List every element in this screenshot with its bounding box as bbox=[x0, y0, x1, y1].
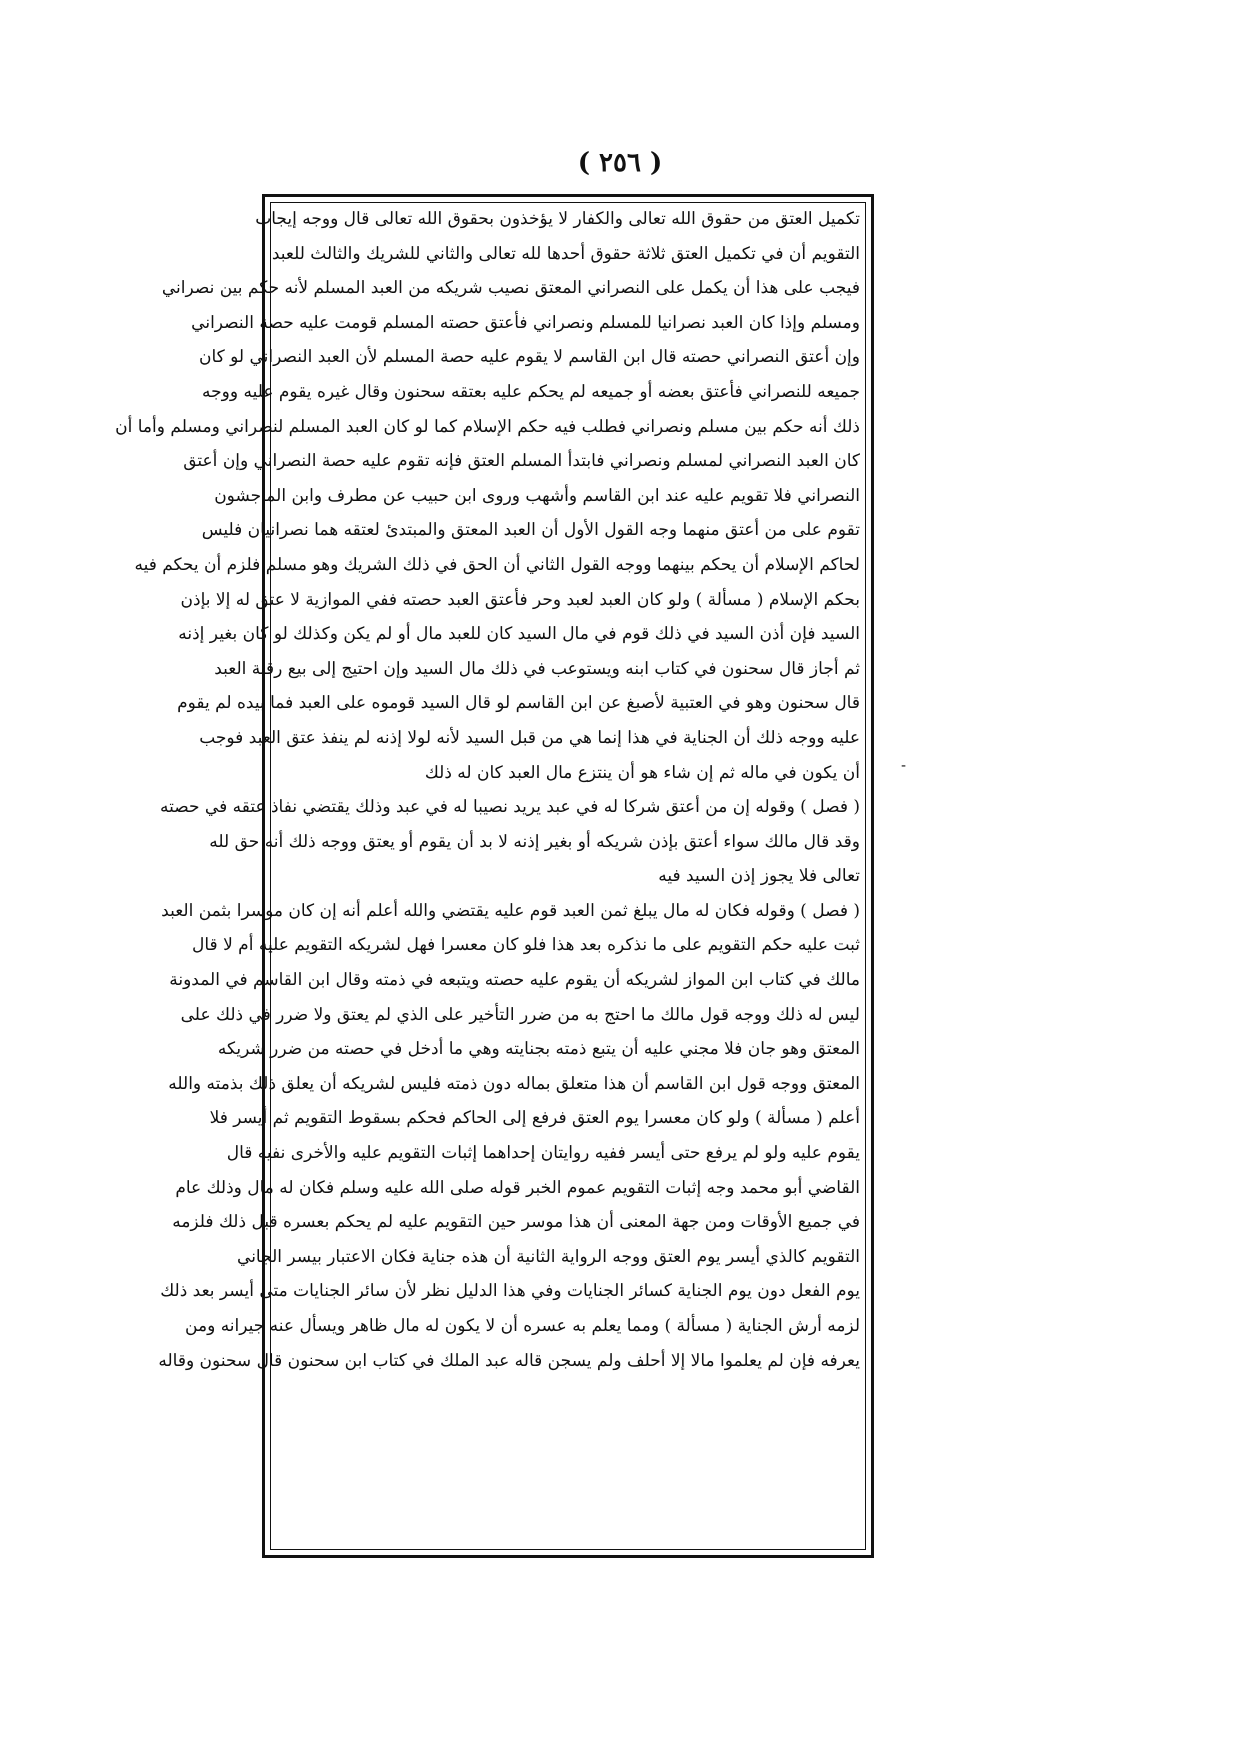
text-line-33: لزمه أرش الجناية ( مسألة ) ومما يعلم به عسره أن لا يكون له مال ظاهر ويسأل عنه جيرانه ومن bbox=[185, 1316, 860, 1336]
text-line-28: يقوم عليه ولو لم يرفع حتى أيسر ففيه روايتان إحداهما إثبات التقويم عليه والأخرى نفيه قال bbox=[226, 1143, 860, 1164]
text-line-22: ثبت عليه حكم التقويم على ما نذكره بعد هذا فلو كان معسرا فهل لشريكه التقويم عليه أم لا قال bbox=[192, 935, 860, 956]
text-line-24: ليس له ذلك ووجه قول مالك ما احتج به من ضرر التأخير على الذي لم يعتق ولا ضرر في ذلك على bbox=[180, 1004, 860, 1025]
text-line-13: السيد فإن أذن السيد في ذلك قوم في مال السيد كان للعبد مال أو لم يكن وكذلك لو كان بغير إذنه bbox=[178, 624, 860, 645]
text-line-15: قال سحنون وهو في العتبية لأصبغ عن ابن القاسم لو قال السيد قوموه على العبد فما بيده لم يقوم bbox=[177, 693, 860, 714]
text-line-25: المعتق وهو جان فلا مجني عليه أن يتبع ذمته بجنايته وهي ما أدخل في حصته من ضرر شريكه bbox=[217, 1039, 860, 1060]
text-line-10: تقوم على من أعتق منهما وجه القول الأول أن العبد المعتق والمبتدئ لعتقه هما نصرانيان فليس bbox=[201, 520, 860, 541]
page-number: ( ٢٥٦ ) bbox=[577, 148, 663, 178]
text-line-27: أعلم ( مسألة ) ولو كان معسرا يوم العتق فرفع إلى الحاكم فحكم بسقوط التقويم ثم أيسر فلا bbox=[209, 1108, 860, 1129]
text-line-3: فيجب على هذا أن يكمل على النصراني المعتق نصيب شريكه من العبد المسلم لأنه حكم بين نصراني bbox=[161, 278, 860, 299]
text-line-32: يوم الفعل دون يوم الجناية كسائر الجنايات وفي هذا الدليل نظر لأن سائر الجنايات متى أيسر بعد ذلك bbox=[160, 1281, 860, 1302]
text-line-23: مالك في كتاب ابن المواز لشريكه أن يقوم عليه حصته ويتبعه في ذمته وقال ابن القاسم في المدونة bbox=[169, 970, 860, 991]
text-line-16: عليه ووجه ذلك أن الجناية في هذا إنما هي من قبل السيد لأنه لولا إذنه لم ينفذ عتق العبد فوجب bbox=[199, 727, 860, 748]
text-line-34: يعرفه فإن لم يعلموا مالا إلا أحلف ولم يسجن قاله عبد الملك في كتاب ابن سحنون قال سحنون وقاله bbox=[158, 1350, 860, 1371]
text-line-2: التقويم أن في تكميل العتق ثلاثة حقوق أحدها لله تعالى والثاني للشريك والثالث للعبد bbox=[271, 243, 860, 264]
text-line-8: كان العبد النصراني لمسلم ونصراني فابتدأ المسلم العتق فإنه تقوم عليه حصة النصراني وإن أعتق bbox=[183, 451, 860, 472]
text-line-12: بحكم الإسلام ( مسألة ) ولو كان العبد لعبد وحر فأعتق العبد حصته ففي الموازية لا عتق له إلا بإذن bbox=[180, 589, 860, 610]
text-line-17: أن يكون في ماله ثم إن شاء هو أن ينتزع مال العبد كان له ذلك bbox=[424, 762, 860, 783]
text-line-4: ومسلم وإذا كان العبد نصرانيا للمسلم ونصراني فأعتق حصته المسلم قومت عليه حصة النصراني bbox=[191, 312, 860, 333]
text-line-20: تعالى فلا يجوز إذن السيد فيه bbox=[658, 866, 860, 887]
text-line-1: تكميل العتق من حقوق الله تعالى والكفار لا يؤخذون بحقوق الله تعالى قال ووجه إيجاب bbox=[255, 209, 860, 229]
text-line-21: ( فصل ) وقوله فكان له مال يبلغ ثمن العبد قوم عليه يقتضي والله أعلم أنه إن كان موسرا بثمن العبد bbox=[161, 900, 860, 921]
text-line-30: في جميع الأوقات ومن جهة المعنى أن هذا موسر حين التقويم عليه لم يحكم بعسره قبل ذلك فلزمه bbox=[172, 1212, 860, 1233]
text-line-14: ثم أجاز قال سحنون في كتاب ابنه ويستوعب في ذلك مال السيد وإن احتيج إلى بيع رقبة العبد bbox=[214, 658, 860, 679]
text-line-19: وقد قال مالك سواء أعتق بإذن شريكه أو بغير إذنه لا بد أن يقوم أو يعتق ووجه ذلك أنه حق لله bbox=[209, 831, 860, 852]
margin-mark: - bbox=[901, 758, 907, 774]
text-line-26: المعتق ووجه قول ابن القاسم أن هذا متعلق بماله دون ذمته فليس لشريكه أن يعلق ذلك بذمته والله bbox=[168, 1073, 860, 1094]
text-line-7: ذلك أنه حكم بين مسلم ونصراني فطلب فيه حكم الإسلام كما لو كان العبد المسلم لنصراني ومسلم وأما أن bbox=[115, 416, 860, 437]
text-line-9: النصراني فلا تقويم عليه عند ابن القاسم وأشهب وروى ابن حبيب عن مطرف وابن الماجشون bbox=[214, 485, 860, 506]
text-line-29: القاضي أبو محمد وجه إثبات التقويم عموم الخبر قوله صلى الله عليه وسلم فكان له مال وذلك عام bbox=[175, 1177, 860, 1198]
text-line-5: وإن أعتق النصراني حصته قال ابن القاسم لا يقوم عليه حصة المسلم لأن العبد النصراني لو كان bbox=[198, 347, 860, 368]
body-text bbox=[115, 202, 860, 1552]
text-line-31: التقويم كالذي أيسر يوم العتق ووجه الرواية الثانية أن هذه جناية فكان الاعتبار بيسر الجاني bbox=[237, 1246, 860, 1267]
text-line-6: جميعه للنصراني فأعتق بعضه أو جميعه لم يحكم عليه بعتقه سحنون وقال غيره يقوم عليه ووجه bbox=[202, 381, 860, 402]
text-line-18: ( فصل ) وقوله إن من أعتق شركا له في عبد يريد نصيبا له في عبد وذلك يقتضي نفاذ عتقه في حصته bbox=[160, 797, 860, 818]
text-line-11: لحاكم الإسلام أن يحكم بينهما ووجه القول الثاني أن الحق في ذلك الشريك وهو مسلم فلزم أن يحكم فيه bbox=[134, 554, 860, 575]
